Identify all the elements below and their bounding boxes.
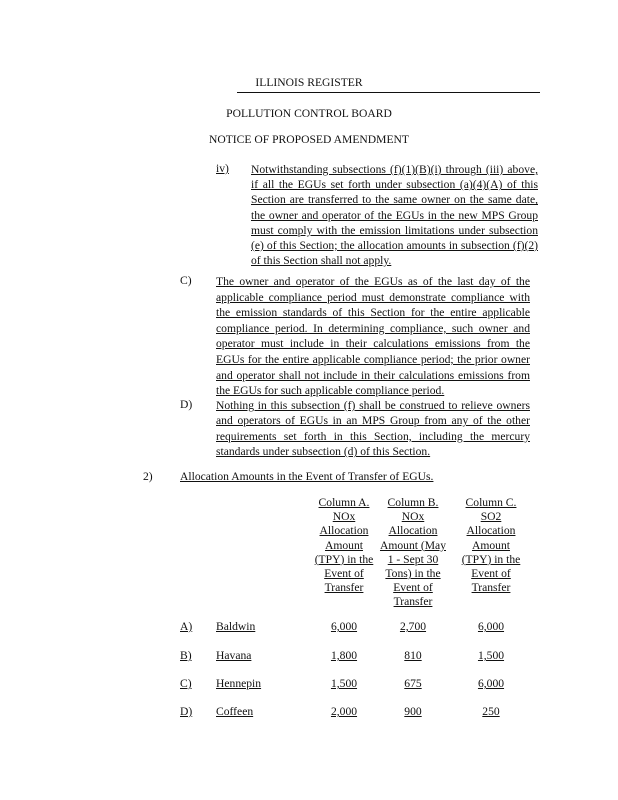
column-b-header xyxy=(379,496,447,610)
item-d-text: Nothing in this subsection (f) shall be construed to relieve owners and operators of EGUs in an MPS Group from any of the other requirements set forth in this Section, including the mercury standards under subsection (d) of this Section. xyxy=(216,399,530,459)
column-c-header xyxy=(456,496,526,595)
column-a-pollutant: NOx xyxy=(332,510,356,524)
item-d-label: D) xyxy=(180,398,193,411)
column-b-desc: Allocation Amount (May 1 - Sept 30 Tons) in the Event of Transfer xyxy=(379,524,446,609)
column-c-desc: Allocation Amount (TPY) in the Event of Transfer xyxy=(461,524,521,595)
row-value-a: 6,000 xyxy=(330,620,358,633)
column-a-desc: Allocation Amount (TPY) in the Event of Transfer xyxy=(314,524,374,595)
notice-title: NOTICE OF PROPOSED AMENDMENT xyxy=(208,133,409,146)
item-c-label: C) xyxy=(180,274,192,287)
row-label: A) xyxy=(180,620,193,633)
row-value-c: 6,000 xyxy=(477,620,505,633)
register-title: ILLINOIS REGISTER xyxy=(255,76,363,89)
column-a-header xyxy=(312,496,376,595)
row-value-b: 900 xyxy=(404,705,422,718)
table-row xyxy=(0,705,618,721)
row-value-a: 1,500 xyxy=(330,677,358,690)
item-c-text: The owner and operator of the EGUs as of the last day of the applicable compliance period must demonstrate compliance with the emission standards of this Section for the entire applicable compliance period. In determining compliance, such owner and operator must include in their calculations emissions from the EGUs for the entire applicable compliance period; the prior owner and operator shall not include in their calculations emissions from the EGUs for such applicable compliance period. xyxy=(216,275,530,398)
row-value-b: 675 xyxy=(404,677,422,690)
row-value-c: 6,000 xyxy=(477,677,505,690)
row-value-a: 2,000 xyxy=(330,705,358,718)
row-label: B) xyxy=(180,649,192,662)
item-2-label: 2) xyxy=(143,470,153,483)
column-a-title: Column A. xyxy=(318,496,370,509)
row-value-b: 2,700 xyxy=(399,620,427,633)
column-b-pollutant: NOx xyxy=(401,510,425,524)
item-2-title: Allocation Amounts in the Event of Transfer of EGUs. xyxy=(180,470,434,483)
item-iv-text: Notwithstanding subsections (f)(1)(B)(i) through (iii) above, if all the EGUs set forth under subsection (a)(4)(A) of this Section are transferred to the same owner on the same date, the owner and operator of the EGUs in the new MPS Group must comply with the emission limitations under subsection (e) of this Section; the allocation amounts in subsection (f)(2) of this Section shall not apply. xyxy=(251,163,538,268)
table-row xyxy=(0,649,618,665)
row-label: C) xyxy=(180,677,192,690)
row-name: Coffeen xyxy=(216,705,254,718)
column-c-pollutant: SO2 xyxy=(480,510,502,524)
row-value-c: 250 xyxy=(482,705,500,718)
table-row xyxy=(0,677,618,693)
agency-name: POLLUTION CONTROL BOARD xyxy=(226,107,392,120)
row-label: D) xyxy=(180,705,193,718)
column-c-title: Column C. xyxy=(465,496,517,509)
row-value-b: 810 xyxy=(404,649,422,662)
row-name: Baldwin xyxy=(216,620,256,633)
row-name: Hennepin xyxy=(216,677,262,690)
column-b-title: Column B. xyxy=(387,496,439,509)
row-name: Havana xyxy=(216,649,252,662)
row-value-c: 1,500 xyxy=(477,649,505,662)
row-value-a: 1,800 xyxy=(330,649,358,662)
item-iv-label: iv) xyxy=(216,162,229,175)
header-rule xyxy=(237,92,540,93)
table-row xyxy=(0,620,618,636)
